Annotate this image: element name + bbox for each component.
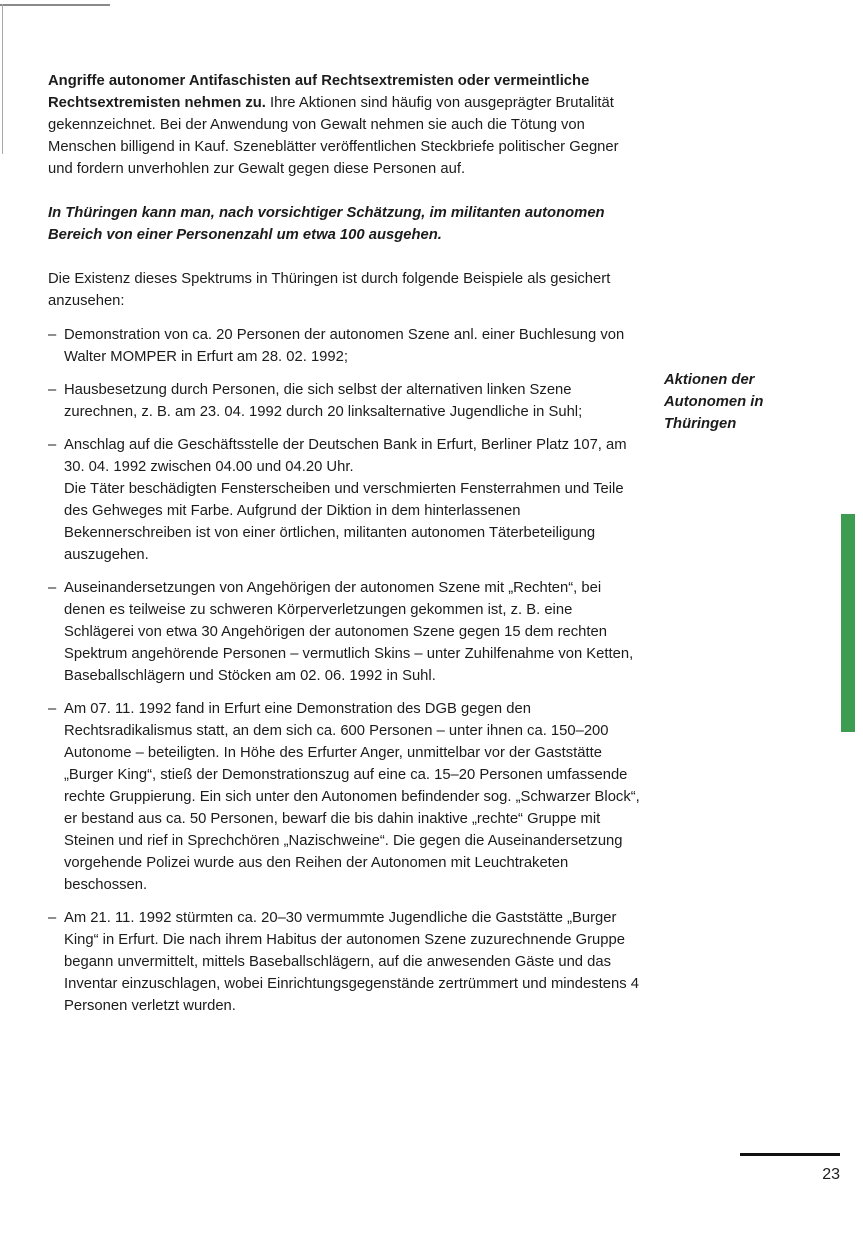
- list-item-text: – Am 21. 11. 1992 stürmten ca. 20–30 vermummte Jugendliche die Gaststätte „Burger King“ in Erfurt. Die nach ihrem Habitus der autonomen Szene zuzurechnende Gruppe begann unvermittelt, mittels Baseballschlägern, auf die anwesenden Gäste und das Inventar einzuschlagen, wobei Einrichtungsgegenstände zertrümmert und mindestens 4 Personen verletzt wurden.: [64, 910, 639, 1014]
- example-list: [48, 324, 640, 1017]
- page-number: 23: [822, 1166, 840, 1183]
- list-item: [48, 907, 640, 1017]
- highlight-paragraph: In Thüringen kann man, nach vorsichtiger Schätzung, im militanten autonomen Bereich von einer Personenzahl um etwa 100 ausgehen.: [48, 205, 605, 243]
- list-item: [48, 698, 640, 896]
- list-item: [48, 577, 640, 687]
- list-item: [48, 324, 640, 368]
- intro-paragraph: Die Existenz dieses Spektrums in Thüringen ist durch folgende Beispiele als gesichert anzusehen:: [48, 271, 611, 309]
- scan-corner-mark-vertical: [2, 4, 3, 154]
- list-item: [48, 434, 640, 566]
- scan-corner-mark-horizontal: [0, 4, 110, 6]
- chapter-marker-bar: [841, 514, 855, 732]
- list-item-extra-text: Die Täter beschädigten Fensterscheiben und verschmierten Fensterrahmen und Teile des Gehweges mit Farbe. Aufgrund der Diktion in dem hinterlassenen Bekennerschreiben ist von einer örtlichen, militanten autonomen Täterbeteiligung auszugehen.: [64, 481, 624, 563]
- lead-body-text: Ihre Aktionen sind häufig von ausgeprägter Brutalität gekennzeichnet. Bei der Anwendung von Gewalt nehmen sie auch die Tötung von Menschen billigend in Kauf. Szeneblätter veröffentlichen Steckbriefe politischer Gegner und fordern unverhohlen zur Gewalt gegen diese Personen auf.: [48, 95, 619, 177]
- lead-paragraph: [48, 70, 640, 180]
- list-item-text: – Am 07. 11. 1992 fand in Erfurt eine Demonstration des DGB gegen den Rechtsradikalismus statt, an dem sich ca. 600 Personen – unter ihnen ca. 150–200 Autonome – beteiligten. In Höhe des Erfurter Anger, unmittelbar vor der Gaststätte „Burger King“, stieß der Demonstrationszug auf eine ca. 15–20 Personen umfassende rechte Gruppierung. Ein sich unter den Autonomen befindender sog. „Schwarzer Block“, er bestand aus ca. 50 Personen, bewarf die bis dahin inaktive „rechte“ Gruppe mit Steinen und rief in Sprechchören „Nazischweine“. Die gegen die Auseinandersetzung vorgehende Polizei wurde aus den Reihen der Autonomen mit Leuchtraketen beschossen.: [64, 701, 640, 893]
- footer-rule: [740, 1153, 840, 1156]
- list-item: [48, 379, 640, 423]
- list-item-text: – Demonstration von ca. 20 Personen der autonomen Szene anl. einer Buchlesung von Walter MOMPER in Erfurt am 28. 02. 1992;: [64, 327, 625, 365]
- list-item-text: – Anschlag auf die Geschäftsstelle der Deutschen Bank in Erfurt, Berliner Platz 107, am 30. 04. 1992 zwischen 04.00 und 04.20 Uhr.: [64, 437, 627, 475]
- list-item-text: – Auseinandersetzungen von Angehörigen der autonomen Szene mit „Rechten“, bei denen es teilweise zu schweren Körperverletzungen gekommen ist, z. B. eine Schlägerei von etwa 30 Angehörigen der autonomen Szene gegen 15 dem rechten Spektrum angehörende Personen – vermutlich Skins – unter Zuhilfenahme von Ketten, Baseballschlägern und Stöcken am 02. 06. 1992 in Suhl.: [64, 580, 634, 684]
- lead-strong-text: Angriffe autonomer Antifaschisten auf Rechtsextremisten oder vermeintliche Rechtsextremisten nehmen zu.: [48, 73, 590, 111]
- main-text-column: [48, 70, 640, 1028]
- margin-note: Aktionen der Autonomen in Thüringen: [664, 372, 764, 432]
- list-item-text: – Hausbesetzung durch Personen, die sich selbst der alternativen linken Szene zurechnen, z. B. am 23. 04. 1992 durch 20 linksalternative Jugendliche in Suhl;: [64, 382, 583, 420]
